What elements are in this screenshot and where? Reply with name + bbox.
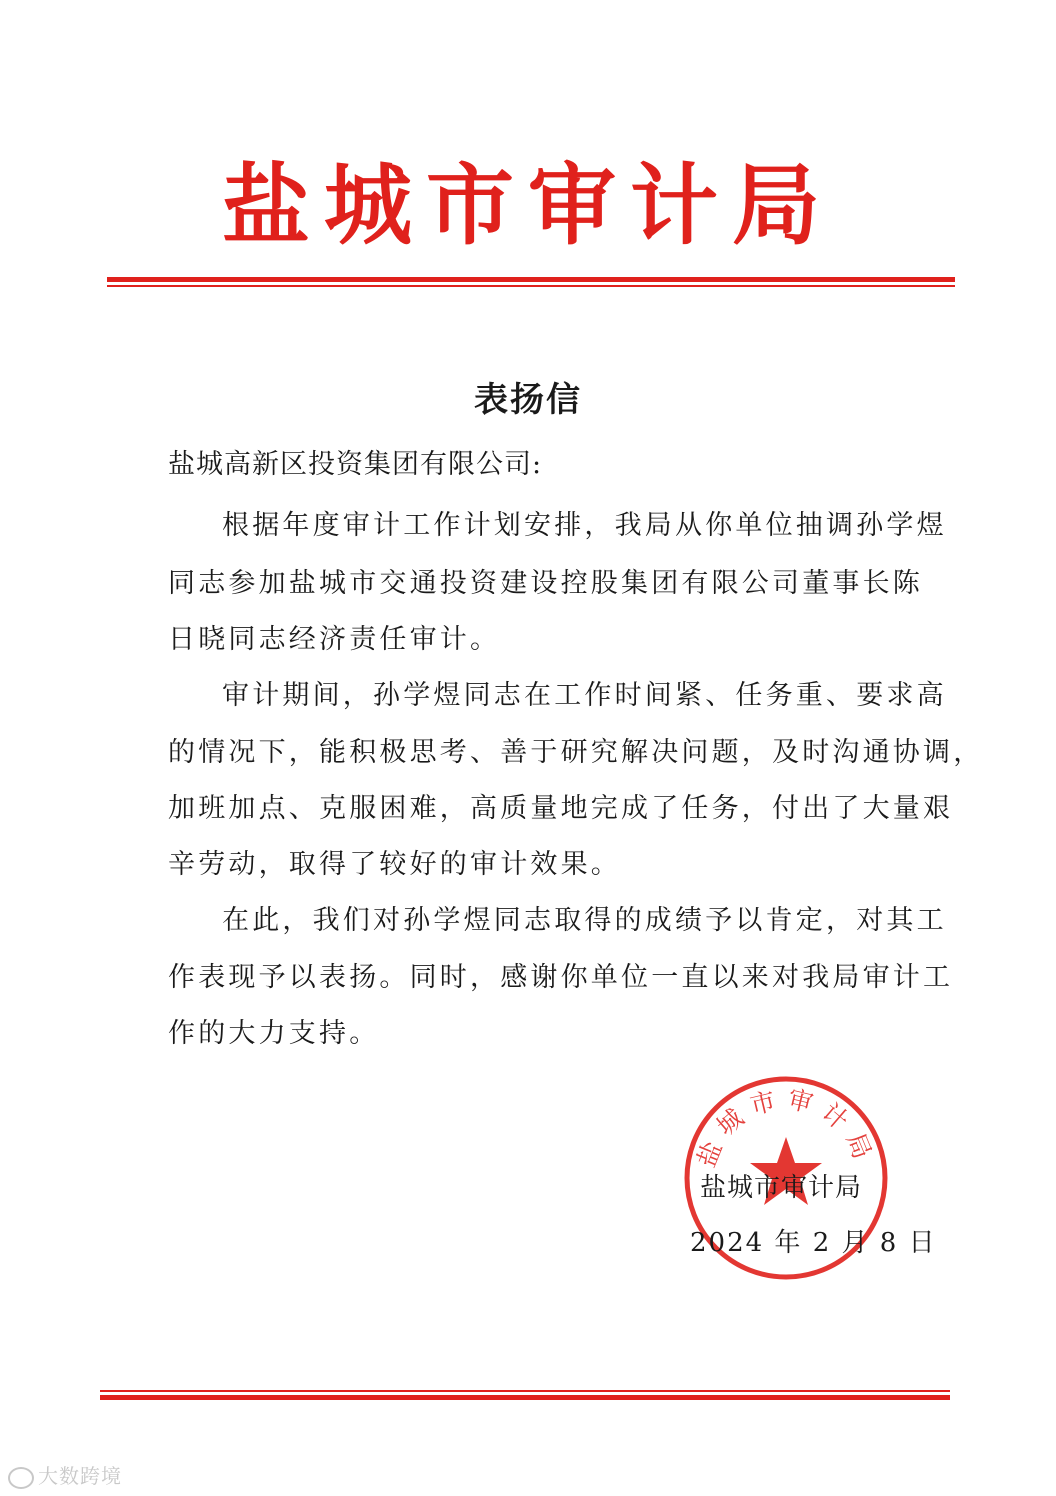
seal-text: 盐城市审计局 [691, 1084, 881, 1172]
letterhead-divider [107, 277, 955, 287]
watermark-logo-icon [8, 1467, 34, 1489]
salutation: 盐城高新区投资集团有限公司: [168, 449, 543, 480]
body-line: 加班加点、克服困难，高质量地完成了任务，付出了大量艰 [168, 793, 954, 824]
signature-org: 盐城市审计局 [700, 1173, 863, 1203]
body-line: 辛劳动，取得了较好的审计效果。 [168, 849, 621, 880]
letter-title: 表扬信 [474, 380, 582, 420]
body-line: 在此，我们对孙学煜同志取得的成绩予以肯定，对其工 [222, 905, 947, 936]
body-line: 日晓同志经济责任审计。 [168, 624, 501, 655]
letterhead-title: 盐城市审计局 [221, 153, 834, 257]
body-line: 作的大力支持。 [168, 1018, 380, 1049]
footer-divider [100, 1390, 950, 1400]
watermark [8, 1460, 122, 1489]
watermark-text: 大数跨境 [38, 1464, 122, 1488]
body-line: 审计期间，孙学煜同志在工作时间紧、任务重、要求高 [222, 680, 947, 711]
body-line: 根据年度审计工作计划安排，我局从你单位抽调孙学煜 [222, 510, 947, 541]
body-line: 的情况下，能积极思考、善于研究解决问题，及时沟通协调， [168, 737, 984, 768]
signature-date: 2024 年 2 月 8 日 [690, 1228, 937, 1258]
body-line: 作表现予以表扬。同时，感谢你单位一直以来对我局审计工 [168, 962, 954, 993]
body-line: 同志参加盐城市交通投资建设控股集团有限公司董事长陈 [168, 568, 923, 599]
